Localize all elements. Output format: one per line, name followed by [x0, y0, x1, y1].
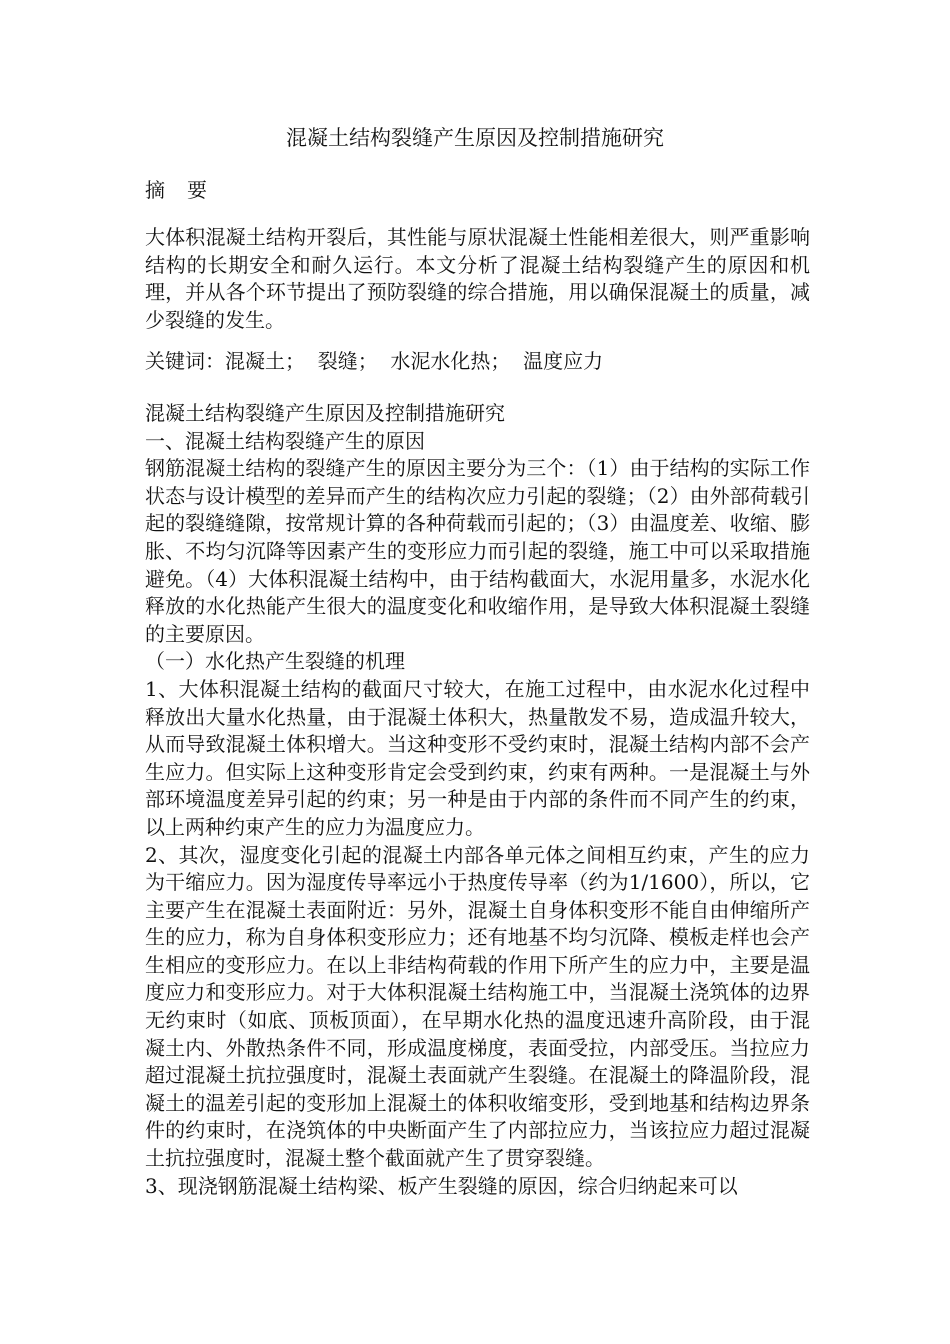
document-title: 混凝土结构裂缝产生原因及控制措施研究: [286, 126, 664, 150]
paragraph-point-2: 2、其次，湿度变化引起的混凝土内部各单元体之间相互约束，产生的应力为干缩应力。因为湿度传导率远小于热度传导率（约为1/1600），所以，它主要产生在混凝土表面附近：另外，混凝土自身体积变形不能自由伸缩所产生的应力，称为自身体积变形应力；还有地基不均匀沉降、模板走样也会产生相应的变形应力。在以上非结构荷载的作用下所产生的应力中，主要是温度应力和变形应力。对于大体积混凝土结构施工中，当混凝土浇筑体的边界无约束时（如底、顶板顶面），在早期水化热的温度迅速升高阶段，由于混凝土内、外散热条件不同，形成温度梯度，表面受拉，内部受压。当拉应力超过混凝土抗拉强度时，混凝土表面就产生裂缝。在混凝土的降温阶段，混凝土的温差引起的变形加上混凝土的体积收缩变形，受到地基和结构边界条件的约束时，在浇筑体的中央断面产生了内部拉应力，当该拉应力超过混凝土抗拉强度时，混凝土整个截面就产生了贯穿裂缝。: [145, 842, 810, 1171]
section-heading-causes: 一、混凝土结构裂缝产生的原因: [145, 428, 425, 453]
abstract-heading: [145, 176, 207, 204]
abstract-heading-char-1: 摘: [145, 178, 165, 202]
abstract-heading-char-2: 要: [187, 178, 207, 202]
keywords-line: 关键词：混凝土； 裂缝； 水泥水化热； 温度应力: [145, 349, 604, 373]
paragraph-point-1: 1、大体积混凝土结构的截面尺寸较大，在施工过程中，由水泥水化过程中释放出大量水化热量，由于混凝土体积大，热量散发不易，造成温升较大，从而导致混凝土体积增大。当这种变形不受约束时，混凝土结构内部不会产生应力。但实际上这种变形肯定会受到约束，约束有两种。一是混凝土与外部环境温度差异引起的约束；另一种是由于内部的条件而不同产生的约束，以上两种约束产生的应力为温度应力。: [145, 676, 810, 839]
paragraph-causes: 钢筋混凝土结构的裂缝产生的原因主要分为三个：（1）由于结构的实际工作状态与设计模型的差异而产生的结构次应力引起的裂缝；（2）由外部荷载引起的裂缝缝隙，按常规计算的各种荷载而引起的；（3）由温度差、收缩、膨胀、不均匀沉降等因素产生的变形应力而引起的裂缝，施工中可以采取措施避免。（4）大体积混凝土结构中，由于结构截面大，水泥用量多，水泥水化释放的水化热能产生很大的温度变化和收缩作用，是导致大体积混凝土裂缝的主要原因。: [145, 456, 810, 646]
section-title-repeat: 混凝土结构裂缝产生原因及控制措施研究: [145, 401, 505, 425]
abstract-text: 大体积混凝土结构开裂后，其性能与原状混凝土性能相差很大，则严重影响结构的长期安全和耐久运行。本文分析了混凝土结构裂缝产生的原因和机理，并从各个环节提出了预防裂缝的综合措施，用以确保混凝土的质量，减少裂缝的发生。: [145, 225, 810, 332]
body-text: [145, 400, 810, 1200]
paragraph-point-3: 3、现浇钢筋混凝土结构梁、板产生裂缝的原因，综合归纳起来可以: [145, 1173, 738, 1198]
subsection-heading-hydration: （一）水化热产生裂缝的机理: [145, 649, 405, 674]
